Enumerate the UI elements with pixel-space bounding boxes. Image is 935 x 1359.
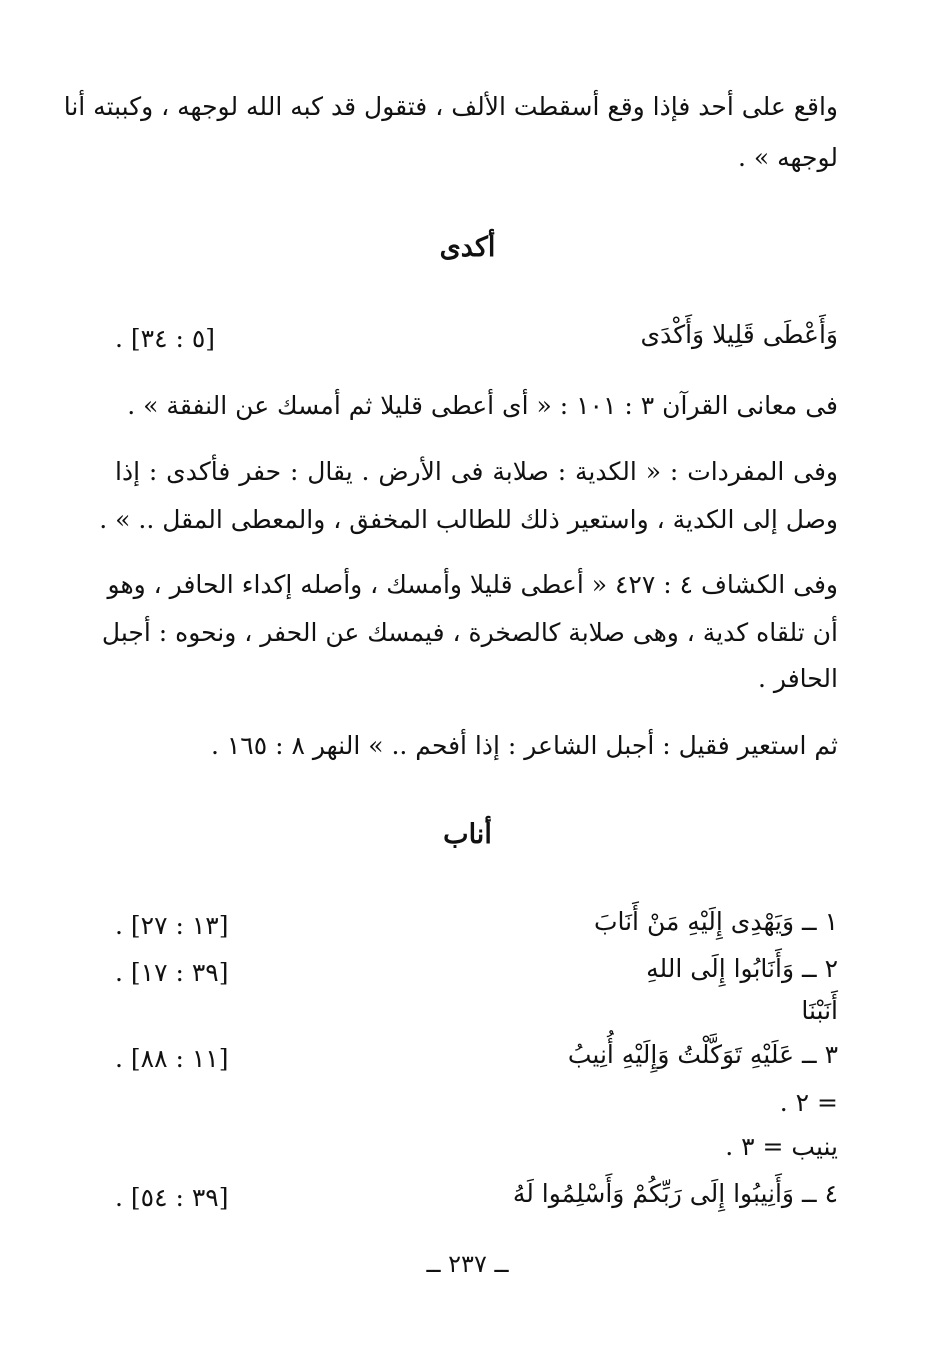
akda-paragraph-3-line-2: أن تلقاه كدية ، وهى صلابة كالصخرة ، فيمسك عن الحفر ، ونحوه : أجبل (101, 618, 838, 647)
akda-paragraph-4: ثم استعير فقيل : أجبل الشاعر : إذا أفحم .. » النهر ٨ : ١٦٥ . (210, 731, 838, 760)
anab-verse-4-ref: [٣٩ : ٥٤] . (115, 1183, 229, 1212)
entry-heading-anab: أناب (443, 819, 492, 850)
akda-paragraph-2-line-2: وصل إلى الكدية ، واستعير ذلك للطالب المخفق ، والمعطى المقل .. » . (99, 505, 838, 534)
anab-verse-2-ref: [٣٩ : ١٧] . (115, 958, 229, 987)
anab-note-eq2: = ٢ . (779, 1088, 838, 1117)
akda-paragraph-1: فى معانى القرآن ٣ : ١٠١ : « أى أعطى قليلا ثم أمسك عن النفقة » . (127, 391, 838, 420)
anab-verse-3: ٣ ــ عَلَيْهِ تَوَكَّلْتُ وَإِلَيْهِ أُنِيبُ (567, 1040, 838, 1069)
intro-line-2: لوجهه » . (737, 143, 838, 172)
anab-verse-2: ٢ ــ وَأَنَابُوا إِلَى اللهِ (646, 954, 838, 983)
anab-note-anabna: أَنَبْنَا (801, 996, 838, 1025)
akda-paragraph-3-line-3: الحافر . (758, 664, 838, 693)
intro-line-1: واقع على أحد فإذا وقع أسقطت الألف ، فتقول قد كبه الله لوجهه ، وكببته أنا (63, 92, 838, 121)
akda-paragraph-3-line-1: وفى الكشاف ٤ : ٤٢٧ « أعطى قليلا وأمسك ، وأصله إكداء الحافر ، وهو (107, 570, 838, 599)
anab-note-yunib: ينيب = ٣ . (725, 1132, 838, 1161)
anab-verse-4: ٤ ــ وَأَنِيبُوا إِلَى رَبِّكُمْ وَأَسْلِمُوا لَهُ (512, 1179, 838, 1208)
anab-verse-3-ref: [١١ : ٨٨] . (115, 1044, 229, 1073)
page-number: ــ ٢٣٧ ــ (426, 1250, 509, 1278)
entry-heading-akda: أكدى (439, 232, 496, 263)
anab-verse-1-ref: [١٣ : ٢٧] . (115, 911, 229, 940)
akda-verse-ref: [٥ : ٣٤] . (115, 324, 216, 353)
akda-paragraph-2-line-1: وفى المفردات : « الكدية : صلابة فى الأرض . يقال : حفر فأكدى : إذا (115, 457, 838, 486)
anab-verse-1: ١ ــ وَيَهْدِى إِلَيْهِ مَنْ أَنَابَ (593, 907, 838, 936)
akda-verse: وَأَعْطَى قَلِيلا وَأَكْدَى (640, 320, 838, 349)
